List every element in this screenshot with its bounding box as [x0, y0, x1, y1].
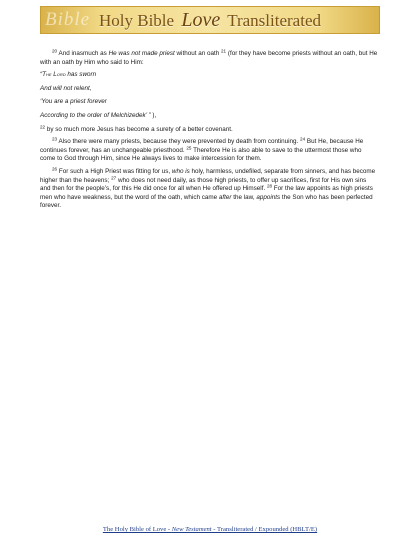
- verse-23-text: Also there were many priests, because they were prevented by death from continuing.: [57, 138, 301, 146]
- verse-20-text: And inasmuch as: [57, 50, 109, 57]
- quote-line-1: [40, 71, 378, 80]
- verse-number-20: 20: [52, 48, 58, 54]
- verse-number-24: 24: [300, 136, 306, 142]
- verse-paragraph-23-25: [40, 138, 378, 164]
- quote-line-1-rest: has sworn: [65, 71, 97, 79]
- verse-28-text: For the law appoints as high priests men who have weakness, but the word of the oath, which came: [40, 185, 373, 201]
- verse-28-italic-appoints: appoints: [256, 193, 281, 201]
- verse-26-text-end: holy, harmless, undefiled, separate from sinners, and has become higher than the heavens;: [40, 167, 376, 184]
- footer-text-part-1: The Holy Bible of Love -: [102, 526, 172, 533]
- verse-20-text-end: without an oath: [174, 50, 221, 57]
- verse-number-23: 23: [52, 136, 58, 142]
- scripture-text: [40, 50, 378, 215]
- footer-link[interactable]: [0, 526, 420, 533]
- quote-open-mark: “: [40, 71, 43, 79]
- footer-new-testament: New Testament: [171, 526, 212, 533]
- footer-text-part-2: - Transliterated / Expounded (HBLT/E): [211, 526, 318, 533]
- verse-28-text-mid: the law,: [231, 193, 257, 201]
- verse-number-28: 28: [266, 183, 273, 189]
- verse-paragraph-20-21: [40, 50, 378, 67]
- verse-number-22: 22: [40, 124, 46, 130]
- verse-number-25: 25: [186, 145, 192, 151]
- verse-25-text: Therefore He is also able to save to the uttermost those who come to God through Him, since He always lives to make intercession for them.: [40, 146, 362, 163]
- header-banner: [40, 6, 380, 34]
- quote-line-3: ‘You are a priest forever: [40, 98, 107, 106]
- verse-21-text: (for they have become priests without an oath, but He with an oath by Him who said to Him:: [40, 50, 378, 66]
- verse-number-21: 21: [220, 48, 227, 54]
- banner-title: [99, 9, 321, 32]
- verse-paragraph-22: [40, 126, 378, 135]
- banner-title-part-1: Holy Bible: [99, 10, 175, 30]
- verse-28-italic-after: after: [218, 193, 232, 201]
- verse-27-text: who does not need daily, as those high priests, to offer up sacrifices, first for His own sins and then for the people’s, for this He did once for all when He offered up Himself.: [40, 176, 367, 193]
- quote-lord: The Lord: [42, 71, 66, 79]
- quote-line-4-text: According to the order of Melchizedek’ ”: [40, 111, 151, 119]
- verse-26-italic: who is: [171, 167, 190, 175]
- quote-line-2: And will not relent,: [40, 84, 92, 92]
- banner-watermark-text: Bible: [45, 9, 91, 30]
- verse-20-italic: He was not made priest: [108, 50, 175, 57]
- verse-22-text: by so much more Jesus has become a surety of a better covenant.: [45, 125, 233, 133]
- psalm-quote: [40, 71, 378, 120]
- footer-text[interactable]: [103, 526, 317, 533]
- banner-title-part-2: Transliterated: [227, 10, 321, 30]
- quote-line-4-tail: ),: [150, 111, 157, 119]
- verse-28-text-end: the Son who has been perfected forever.: [40, 193, 373, 210]
- verse-26-text: For such a High Priest was fitting for us,: [57, 167, 172, 175]
- verse-24-text: But He, because He continues forever, has an unchangeable priesthood.: [40, 138, 364, 154]
- verse-number-26: 26: [52, 166, 58, 172]
- quote-line-4: [40, 112, 378, 121]
- verse-paragraph-26-28: [40, 168, 378, 211]
- banner-title-love: Love: [181, 8, 221, 31]
- verse-number-27: 27: [111, 175, 117, 181]
